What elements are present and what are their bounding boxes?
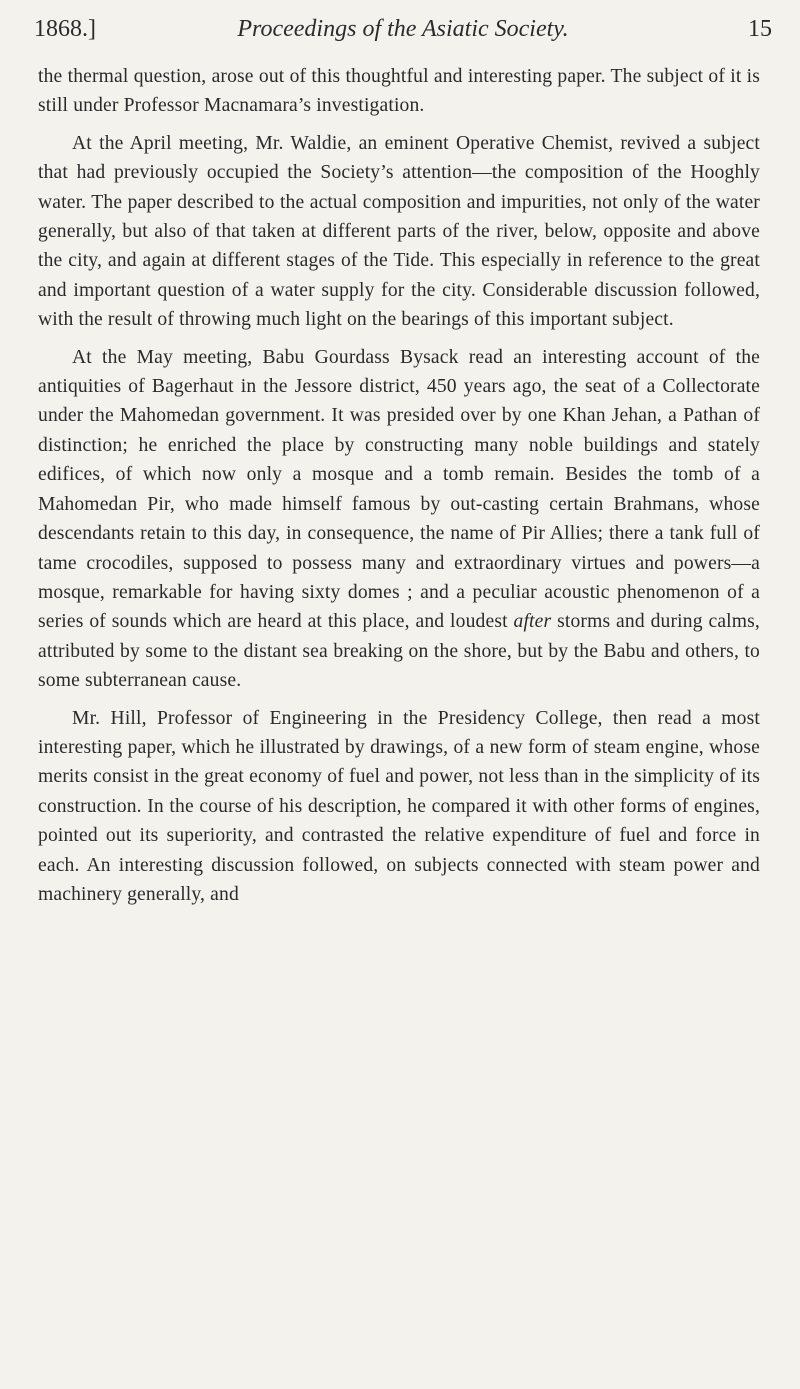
may-meeting-text: At the May meeting, Babu Gourdass Bysack read an interesting account of the antiquities of Bagerhaut in the Jessore district, 450 years ago, the seat of a Collectorate under the Mahomedan government. It was presided over by one Khan Jehan, a Pathan of distinction; he enriched the place by constructing many noble buildings and stately edifices, of which now only a mosque and a tomb remain. Besides the tomb of a Mahomedan Pir, who made himself famous by out-casting certain Brahmans, whose descendants retain to this day, in consequence, the name of Pir Allies; there a tank full of tame crocodiles, supposed to possess many and extraordinary virtues and powers—a mosque, remarkable for having sixty domes ; and a peculiar acoustic phenomenon of a series of sounds which are heard at this place, and loudest xyxy=(38,346,760,633)
may-meeting-tail: storms and during calms, attributed by some to the distant sea breaking on the shore, but by the Babu and others, to some subterranean cause. xyxy=(38,611,760,692)
body-text xyxy=(38,62,760,917)
paragraph-april-meeting: At the April meeting, Mr. Waldie, an eminent Operative Chemist, revived a subject that had previously occupied the Society’s attention—the composition of the Hooghly water. The paper described to the actual composition and impurities, not only of the water generally, but also of that taken at different parts of the river, below, opposite and above the city, and again at different stages of the Tide. This especially in reference to the great and important question of a water supply for the city. Considerable discussion followed, with the result of throwing much light on the bearings of this important subject. xyxy=(38,132,760,331)
header-title: Proceedings of the Asiatic Society. xyxy=(237,16,569,42)
running-head xyxy=(34,16,772,50)
paragraph-hill-paper: Mr. Hill, Professor of Engineering in the Presidency College, then read a most interesting paper, which he illustrated by drawings, of a new form of steam engine, whose merits consist in the great economy of fuel and power, not less than in the simplicity of its construction. In the course of his description, he compared it with other forms of engines, pointed out its superiority, and contrasted the relative expenditure of fuel and force in each. An interesting discussion followed, on subjects connected with steam power and machinery generally, and xyxy=(38,707,760,905)
header-year: 1868.] xyxy=(34,16,96,42)
emphasis-after: after xyxy=(513,611,552,633)
page-number: 15 xyxy=(748,16,772,42)
paragraph-may-meeting xyxy=(38,343,760,696)
paragraph-continuation: the thermal question, arose out of this thoughtful and interesting paper. The subject of it is still under Professor Macnamara’s investigation. xyxy=(38,66,760,117)
